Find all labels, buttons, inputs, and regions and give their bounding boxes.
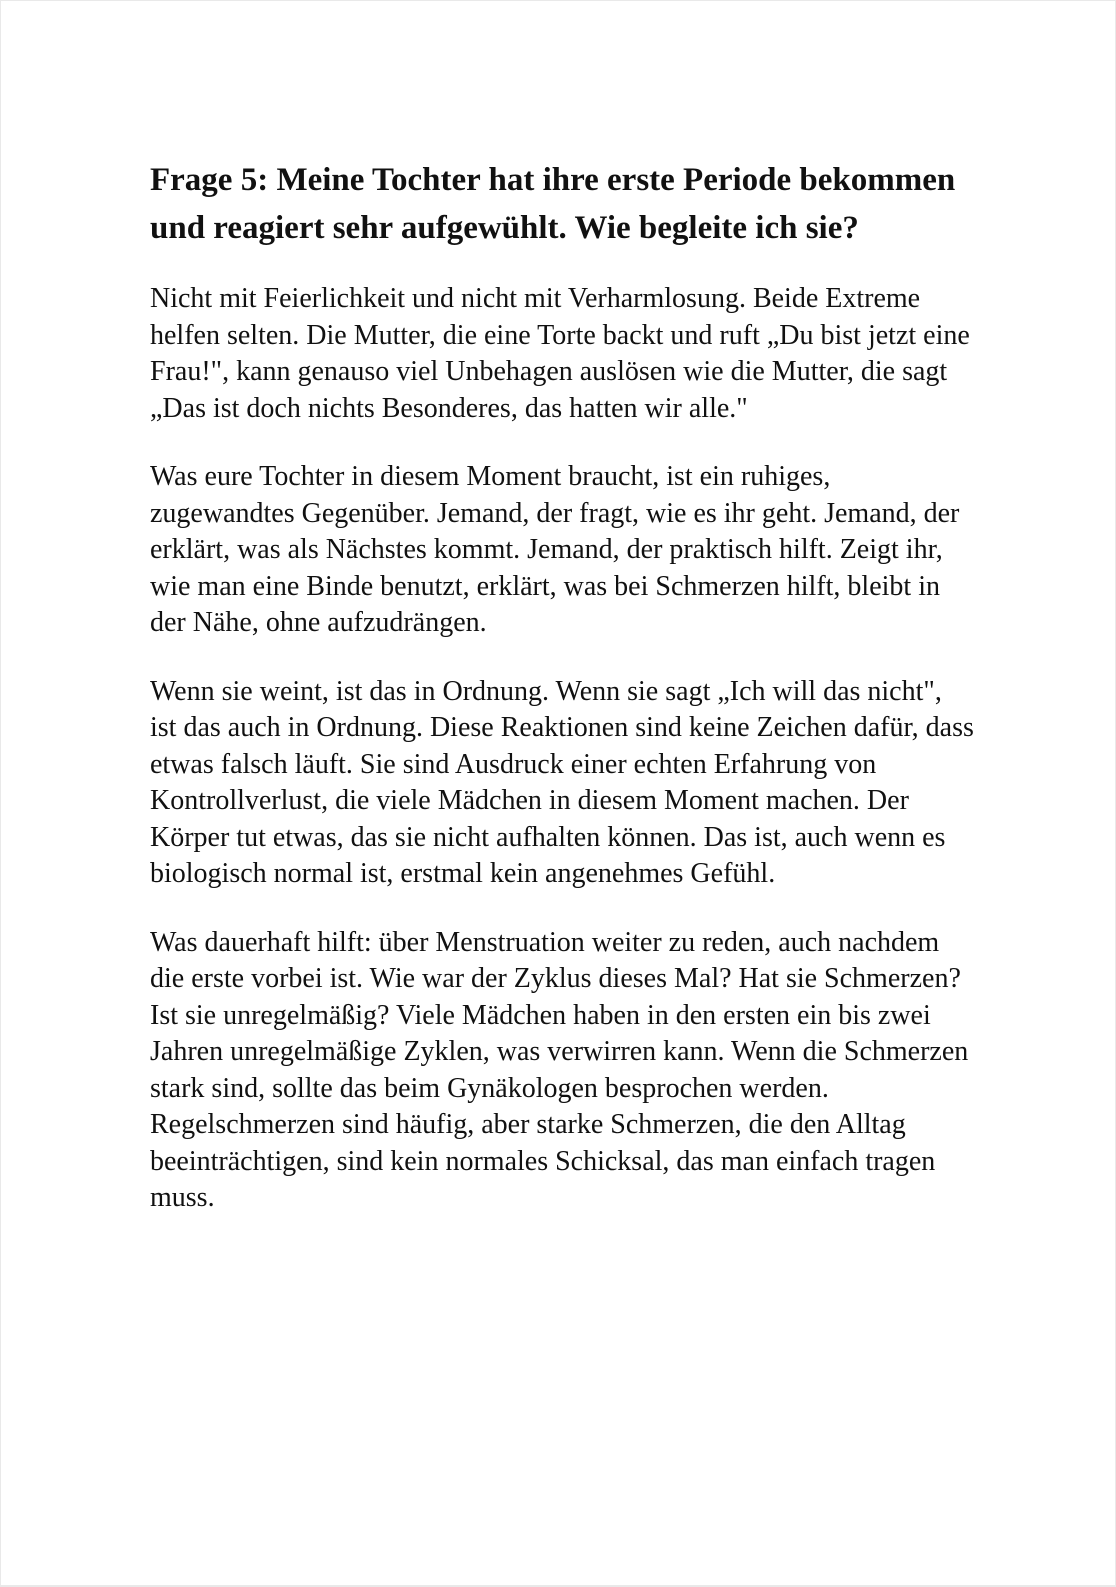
question-heading: Frage 5: Meine Tochter hat ihre erste Periode bekommen und reagiert sehr aufgewühlt. Wie begleite ich sie? xyxy=(150,162,956,246)
paragraph-1: Nicht mit Feierlichkeit und nicht mit Verharmlosung. Beide Extreme helfen selten. Die Mutter, die eine Torte backt und ruft „Du bist jetzt eine Frau!", kann genauso viel Unbehagen auslösen wie die Mutter, die sagt „Das ist doch nichts Besonderes, das hatten wir alle." xyxy=(150,283,970,424)
paragraph-4: Was dauerhaft hilft: über Menstruation weiter zu reden, auch nachdem die erste vorbei ist. Wie war der Zyklus dieses Mal? Hat sie Schmerzen? Ist sie unregelmäßig? Viele Mädchen haben in den ersten ein bis zwei Jahren unregelmäßige Zyklen, was verwirren kann. Wenn die Schmerzen stark sind, sollte das beim Gynäkologen besprochen werden. Regelschmerzen sind häufig, aber starke Schmerzen, die den Alltag beeinträchtigen, sind kein normales Schicksal, das man einfach tragen muss. xyxy=(150,926,969,1213)
paragraph-2: Was eure Tochter in diesem Moment braucht, ist ein ruhiges, zugewandtes Gegenüber. Jemand, der fragt, wie es ihr geht. Jemand, der erklärt, was als Nächstes kommt. Jemand, der praktisch hilft. Zeigt ihr, wie man eine Binde benutzt, erklärt, was bei Schmerzen hilft, bleibt in der Nähe, ohne aufzudrängen. xyxy=(150,461,960,638)
document-page xyxy=(1,1,1115,1585)
paragraph-3: Wenn sie weint, ist das in Ordnung. Wenn sie sagt „Ich will das nicht", ist das auch in Ordnung. Diese Reaktionen sind keine Zeichen dafür, dass etwas falsch läuft. Sie sind Ausdruck einer echten Erfahrung von Kontrollverlust, die viele Mädchen in diesem Moment machen. Der Körper tut etwas, das sie nicht aufhalten können. Das ist, auch wenn es biologisch normal ist, erstmal kein angenehmes Gefühl. xyxy=(150,675,974,889)
